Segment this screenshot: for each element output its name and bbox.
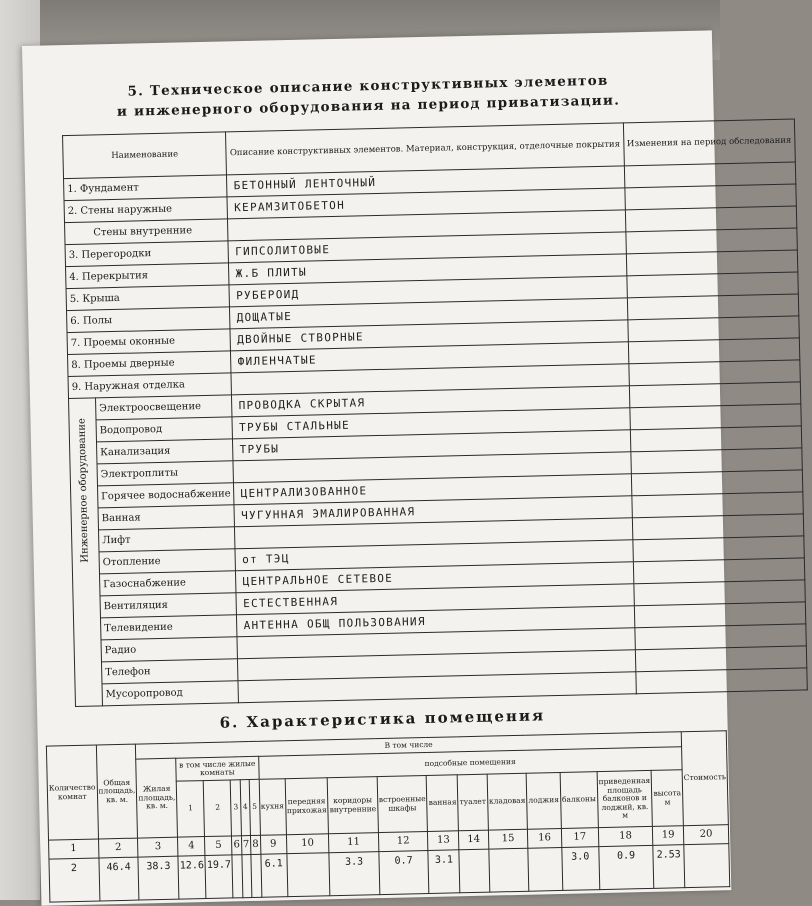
h-toilet: туалет — [457, 774, 488, 831]
value-cell: 0.7 — [379, 850, 430, 894]
h-corridors: коридоры внутренние — [327, 777, 378, 834]
value-cell — [489, 848, 529, 892]
value-cell: 3.1 — [428, 850, 460, 894]
value-cell: 19.7 — [205, 855, 233, 899]
eng-label: Водопровод — [96, 417, 233, 442]
column-number: 11 — [329, 833, 379, 853]
header-name: Наименование — [63, 132, 227, 179]
row-label: 3. Перегородки — [65, 241, 229, 267]
value-cell — [286, 853, 330, 897]
eng-label: Телефон — [101, 659, 238, 684]
h-storage: кладовая — [487, 773, 528, 830]
eng-label: Вентиляция — [100, 593, 237, 618]
column-number: 13 — [428, 831, 459, 851]
h-hall: передняя прихожая — [285, 778, 329, 835]
h-loggia: лоджия — [526, 772, 561, 829]
handwritten-value: ТРУБЫ СТАЛЬНЫЕ — [238, 418, 351, 435]
header-changes: Изменения на период обследования — [623, 119, 795, 166]
section6-table — [46, 730, 730, 902]
handwritten-value: ЦЕНТРАЛЬНОЕ СЕТЕВОЕ — [242, 571, 394, 589]
h-reduced-area: приведенная площадь балконов и лоджий, кв. м — [597, 770, 653, 827]
handwritten-value: АНТЕННА ОБЩ ПОЛЬЗОВАНИЯ — [243, 614, 426, 633]
handwritten-value: ЕСТЕСТВЕННАЯ — [242, 594, 339, 611]
eng-label: Телевидение — [100, 615, 237, 640]
column-number: 14 — [459, 830, 489, 850]
value-cell: 38.3 — [138, 856, 179, 900]
value-cell: 12.6 — [178, 856, 206, 900]
column-number: 3 — [138, 837, 178, 857]
row-label: 2. Стены наружные — [64, 197, 228, 223]
handwritten-value: ЧУГУННАЯ ЭМАЛИРОВАННАЯ — [240, 505, 416, 523]
value-cell — [459, 849, 489, 893]
value-cell: 46.4 — [99, 857, 140, 901]
section5-title-line2: и инженерного оборудования на период приватизации. — [116, 92, 621, 120]
eng-label: Лифт — [98, 527, 235, 552]
handwritten-value: РУБЕРОИД — [235, 287, 300, 303]
eng-label: Горячее водоснабжение — [97, 483, 234, 508]
value-cell: 2.53 — [653, 845, 684, 889]
value-cell: 6.1 — [260, 854, 287, 898]
h-height: высота м — [651, 770, 683, 827]
section5-title-line1: 5. Техническое описание конструктивных элементов — [127, 72, 609, 100]
column-number: 15 — [488, 829, 528, 849]
eng-label: Отопление — [99, 549, 236, 574]
header-description: Описание конструктивных элементов. Материал, конструкция, отделочные покрытия — [226, 123, 624, 175]
h-living-room-num: 5 — [249, 779, 260, 835]
handwritten-value: Ж.Б ПЛИТЫ — [235, 265, 308, 281]
h-closets: встроенные шкафы — [377, 776, 428, 833]
value-cell: 0.9 — [598, 845, 654, 889]
column-number: 5 — [205, 836, 233, 856]
column-number: 2 — [98, 838, 138, 858]
h-living-rooms: в том числе жилые комнаты — [176, 756, 259, 781]
h-including: В том числе — [136, 732, 682, 759]
row-label: 1. Фундамент — [64, 175, 228, 201]
eng-label: Радио — [101, 637, 238, 662]
column-number: 16 — [528, 828, 562, 848]
eng-label: Газоснабжение — [99, 571, 236, 596]
h-rooms-count: Количество комнат — [46, 745, 98, 840]
h-cost: Стоимость — [681, 731, 728, 826]
h-aux-rooms: подсобные помещения — [258, 747, 682, 780]
handwritten-value: ГИПСОЛИТОВЫЕ — [234, 243, 331, 259]
value-cell — [684, 844, 730, 888]
handwritten-value: БЕТОННЫЙ ЛЕНТОЧНЫЙ — [233, 176, 377, 193]
row-label: 7. Проемы оконные — [67, 329, 231, 355]
handwritten-value: ПРОВОДКА СКРЫТАЯ — [238, 396, 366, 413]
value-cell: 2 — [49, 858, 100, 902]
column-number: 10 — [286, 834, 329, 854]
column-number: 4 — [178, 837, 206, 857]
row-label: Стены внутренние — [65, 219, 229, 245]
handwritten-value: ДОЩАТЫЕ — [236, 309, 293, 325]
row-label: 8. Проемы дверные — [68, 351, 232, 377]
column-number: 20 — [683, 825, 729, 845]
handwritten-value: ДВОЙНЫЕ СТВОРНЫЕ — [236, 330, 365, 347]
h-total-area: Общая площадь, кв. м. — [96, 744, 138, 839]
value-cell: 3.3 — [329, 852, 379, 896]
eng-label: Мусоропровод — [102, 681, 239, 706]
h-living-area: Жилая площадь, кв. м. — [136, 758, 178, 838]
h-kitchen: кухня — [259, 779, 286, 836]
handwritten-value: от ТЭЦ — [241, 552, 290, 567]
section5-table — [62, 118, 808, 706]
eng-label: Канализация — [97, 439, 234, 464]
column-number: 19 — [653, 826, 684, 846]
h-living-room-num: 1 — [176, 781, 204, 838]
h-living-room-num: 3 — [231, 780, 242, 836]
column-number: 12 — [378, 831, 428, 851]
row-changes-cell — [635, 668, 807, 694]
h-balconies: балконы — [560, 772, 598, 829]
column-number: 1 — [49, 839, 99, 859]
h-living-room-num: 4 — [240, 780, 251, 836]
eng-label: Электроплиты — [97, 461, 234, 486]
column-number: 8 — [251, 835, 261, 854]
row-label: 4. Перекрытия — [66, 263, 230, 289]
handwritten-value: КЕРАМЗИТОБЕТОН — [233, 198, 346, 215]
eng-label: Электроосвещение — [96, 395, 233, 420]
engineering-group-label: Инженерное оборудование — [76, 417, 91, 563]
column-number: 7 — [241, 836, 251, 855]
h-living-room-num: 2 — [204, 780, 232, 837]
row-label: 6. Полы — [67, 307, 231, 333]
eng-label: Ванная — [98, 505, 235, 530]
document-page — [22, 30, 792, 905]
row-label: 5. Крыша — [66, 285, 230, 311]
column-number: 6 — [232, 836, 242, 855]
value-cell: 3.0 — [562, 847, 600, 891]
h-bathroom: ванная — [427, 775, 459, 832]
column-number: 18 — [598, 826, 653, 846]
column-number: 9 — [260, 835, 286, 855]
column-number: 17 — [561, 828, 598, 848]
section6-title: 6. Характеристика помещения — [219, 706, 546, 732]
row-label: 9. Наружная отделка — [68, 373, 232, 399]
handwritten-value: ТРУБЫ — [239, 442, 280, 457]
value-cell — [528, 847, 562, 891]
handwritten-value: ФИЛЕНЧАТЫЕ — [237, 353, 318, 369]
handwritten-value: ЦЕНТРАЛИЗОВАННОЕ — [240, 484, 368, 501]
